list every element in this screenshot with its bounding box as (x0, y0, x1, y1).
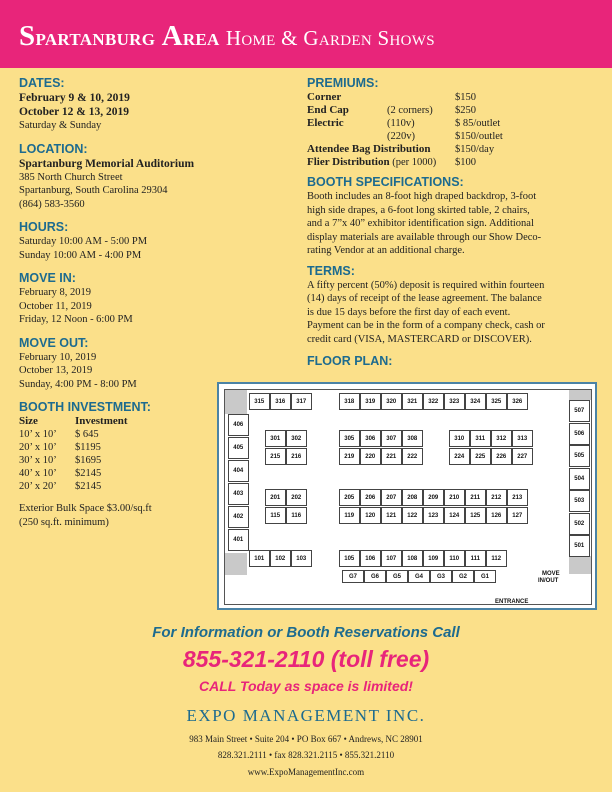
flier-distribution-label: Flier Distribution (307, 156, 390, 168)
booth-403: 403 (228, 483, 249, 505)
flier-distribution-price: $100 (455, 157, 476, 168)
floor-plan (217, 382, 597, 610)
price-cell: $1695 (75, 455, 102, 466)
specs-line-1: Booth includes an 8-foot high draped backdrop, 3-foot (307, 191, 537, 202)
booth-308: 308 (402, 430, 423, 447)
booth-110: 110 (444, 550, 465, 567)
premium-note: (220v) (387, 131, 415, 142)
floor-plan-area (224, 389, 592, 605)
bulk-space-line-2: (250 sq.ft. minimum) (19, 516, 109, 528)
size-cell: 20’ x 10’ (19, 442, 57, 453)
table-row (19, 480, 128, 493)
size-cell: 10’ x 10’ (19, 429, 57, 440)
location-venue: Spartanburg Memorial Auditorium (19, 157, 195, 170)
move-label: IN/OUT (538, 578, 559, 584)
table-row (307, 156, 503, 169)
size-cell: 20’ x 20’ (19, 481, 57, 492)
move-in-line-2: October 11, 2019 (19, 300, 92, 312)
booth-310: 310 (449, 430, 470, 447)
specs-line-2: high side drapes, a 6-foot long skirted table, 2 chairs, (307, 204, 530, 216)
booth-102: 102 (270, 550, 291, 567)
booth-210: 210 (444, 489, 465, 506)
booth-213: 213 (507, 489, 528, 506)
flier-distribution-note: (per 1000) (392, 157, 437, 168)
booth-127: 127 (507, 507, 528, 524)
table-row (307, 130, 503, 143)
booth-402: 402 (228, 506, 249, 528)
terms-line-1: A fifty percent (50%) deposit is required within fourteen (307, 279, 545, 291)
booth-501: 501 (569, 535, 590, 557)
wall-block (569, 556, 591, 574)
booth-224: 224 (449, 448, 470, 465)
table-row (307, 91, 503, 104)
investment-col-size: Size (19, 415, 38, 427)
investment-heading: BOOTH INVESTMENT: (19, 400, 151, 414)
booth-221: 221 (381, 448, 402, 465)
specs-heading: BOOTH SPECIFICATIONS: (307, 175, 464, 189)
company-website: www.ExpoManagementInc.com (247, 767, 365, 777)
booth-307: 307 (381, 430, 402, 447)
hours-sunday: Sunday 10:00 AM - 4:00 PM (19, 249, 142, 261)
booth-201: 201 (265, 489, 286, 506)
call-today-line: CALL Today as space is limited! (199, 678, 413, 694)
move-out-heading: MOVE OUT: (19, 335, 89, 350)
booth-121: 121 (381, 507, 402, 524)
booth-326: 326 (507, 393, 528, 410)
booth-318: 318 (339, 393, 360, 410)
booth-306: 306 (360, 430, 381, 447)
table-row (19, 467, 128, 480)
price-cell: $ 645 (75, 429, 99, 440)
premiums-heading: PREMIUMS: (307, 76, 379, 90)
terms-line-3: is due 15 days before the first day of each event. (307, 306, 511, 318)
premium-price: $250 (455, 105, 476, 116)
booth-G6: G6 (364, 570, 386, 583)
booth-103: 103 (291, 550, 312, 567)
move-out-line-1: February 10, 2019 (19, 351, 97, 363)
dates-heading: DATES: (19, 76, 65, 90)
booth-120: 120 (360, 507, 381, 524)
booth-205: 205 (339, 489, 360, 506)
table-row (307, 117, 503, 130)
booth-301: 301 (265, 430, 286, 447)
booth-211: 211 (465, 489, 486, 506)
premium-price: $150/outlet (455, 131, 503, 142)
booth-506: 506 (569, 423, 590, 445)
bag-distribution-price: $150/day (455, 144, 495, 155)
title-letter-s: S (19, 20, 36, 52)
floor-plan-heading: FLOOR PLAN: (307, 354, 393, 368)
premium-name (307, 130, 387, 143)
booth-112: 112 (486, 550, 507, 567)
terms-line-5: credit card (VISA, MASTERCARD or DISCOVER). (307, 333, 532, 345)
booth-504: 504 (569, 468, 590, 490)
booth-322: 322 (423, 393, 444, 410)
booth-108: 108 (402, 550, 423, 567)
booth-G7: G7 (342, 570, 364, 583)
terms-line-4: Payment can be in the form of a company check, cash or (307, 320, 545, 331)
company-name: EXPO MANAGEMENT INC. (186, 706, 426, 725)
booth-111: 111 (465, 550, 486, 567)
booth-G1: G1 (474, 570, 496, 583)
booth-313: 313 (512, 430, 533, 447)
premiums-table (307, 91, 503, 169)
location-city: Spartanburg, South Carolina 29304 (19, 185, 168, 196)
booth-116: 116 (286, 507, 307, 524)
booth-502: 502 (569, 513, 590, 535)
booth-220: 220 (360, 448, 381, 465)
booth-323: 323 (444, 393, 465, 410)
specs-line-3: and a 7”x 40” exhibitor identification sign. Additional (307, 218, 534, 229)
booth-206: 206 (360, 489, 381, 506)
terms-line-2: (14) days of receipt of the lease agreement. The balance (307, 293, 542, 304)
booth-105: 105 (339, 550, 360, 567)
booth-107: 107 (381, 550, 402, 567)
booth-106: 106 (360, 550, 381, 567)
booth-216: 216 (286, 448, 307, 465)
booth-207: 207 (381, 489, 402, 506)
booth-119: 119 (339, 507, 360, 524)
booth-404: 404 (228, 460, 249, 482)
booth-324: 324 (465, 393, 486, 410)
booth-225: 225 (470, 448, 491, 465)
terms-heading: TERMS: (307, 263, 355, 278)
booth-G4: G4 (408, 570, 430, 583)
specs-line-4: display materials are available through our Show Deco- (307, 231, 542, 243)
booth-401: 401 (228, 529, 249, 551)
booth-123: 123 (423, 507, 444, 524)
bulk-space-line-1: Exterior Bulk Space $3.00/sq.ft (19, 503, 152, 514)
size-cell: 40’ x 10’ (19, 468, 57, 479)
booth-405: 405 (228, 437, 249, 459)
booth-505: 505 (569, 445, 590, 467)
bag-distribution-label: Attendee Bag Distribution (307, 143, 431, 155)
hours-heading: HOURS: (19, 220, 69, 234)
dates-line-2: October 12 & 13, 2019 (19, 106, 129, 118)
booth-321: 321 (402, 393, 423, 410)
booth-311: 311 (470, 430, 491, 447)
title-part-1: partanburg (35, 25, 162, 51)
size-cell: 30’ x 10’ (19, 455, 57, 466)
table-row (307, 104, 503, 117)
booth-208: 208 (402, 489, 423, 506)
booth-312: 312 (491, 430, 512, 447)
location-heading: LOCATION: (19, 141, 88, 156)
move-out-line-3: Sunday, 4:00 PM - 8:00 PM (19, 378, 137, 390)
hours-saturday: Saturday 10:00 AM - 5:00 PM (19, 236, 148, 247)
premium-note (387, 91, 455, 104)
specs-line-5: rating Vendor at an additional charge. (307, 245, 465, 256)
title-subtitle: Home & Garden Shows (225, 26, 435, 50)
company-address: 983 Main Street • Suite 204 • PO Box 667 • Andrews, NC 28901 (189, 734, 423, 744)
price-cell: $2145 (75, 481, 102, 492)
booth-325: 325 (486, 393, 507, 410)
booth-226: 226 (491, 448, 512, 465)
booth-315: 315 (249, 393, 270, 410)
booth-124: 124 (444, 507, 465, 524)
premium-note: (110v) (387, 118, 415, 129)
booth-G2: G2 (452, 570, 474, 583)
booth-115: 115 (265, 507, 286, 524)
title-letter-a: A (161, 20, 183, 52)
booth-317: 317 (291, 393, 312, 410)
booth-219: 219 (339, 448, 360, 465)
company-phones: 828.321.2111 • fax 828.321.2115 • 855.321.2110 (217, 750, 395, 760)
toll-free-phone: 855-321-2110 (toll free) (182, 646, 430, 672)
wall-block (225, 553, 247, 575)
page-title (19, 20, 435, 53)
booth-126: 126 (486, 507, 507, 524)
table-row (19, 428, 128, 441)
booth-212: 212 (486, 489, 507, 506)
table-row (19, 454, 128, 467)
booth-101: 101 (249, 550, 270, 567)
booth-319: 319 (360, 393, 381, 410)
wall-block (569, 390, 591, 400)
dates-line-1: February 9 & 10, 2019 (19, 92, 130, 104)
move-in-line-1: February 8, 2019 (19, 287, 92, 298)
booth-202: 202 (286, 489, 307, 506)
move-in-heading: MOVE IN: (19, 271, 76, 285)
move-out-line-2: October 13, 2019 (19, 365, 93, 376)
right-column (307, 76, 597, 369)
booth-320: 320 (381, 393, 402, 410)
booth-302: 302 (286, 430, 307, 447)
booth-503: 503 (569, 490, 590, 512)
entrance-label: ENTRANCE (495, 599, 529, 605)
booth-316: 316 (270, 393, 291, 410)
left-column (19, 76, 219, 529)
premium-name: Electric (307, 117, 344, 129)
title-part-2: rea (182, 25, 226, 51)
header-banner (0, 0, 612, 68)
booth-G5: G5 (386, 570, 408, 583)
booth-122: 122 (402, 507, 423, 524)
price-cell: $2145 (75, 468, 102, 479)
price-cell: $1195 (75, 442, 101, 453)
location-phone: (864) 583-3560 (19, 198, 85, 210)
investment-table (19, 415, 128, 493)
table-row (19, 441, 128, 454)
booth-109: 109 (423, 550, 444, 567)
booth-125: 125 (465, 507, 486, 524)
table-row (307, 143, 503, 156)
investment-col-price: Investment (75, 415, 128, 427)
booth-227: 227 (512, 448, 533, 465)
booth-215: 215 (265, 448, 286, 465)
booth-222: 222 (402, 448, 423, 465)
location-street: 385 North Church Street (19, 171, 123, 183)
booth-209: 209 (423, 489, 444, 506)
info-line: For Information or Booth Reservations Call (152, 624, 460, 641)
booth-406: 406 (228, 414, 249, 436)
move-in-line-3: Friday, 12 Noon - 6:00 PM (19, 314, 133, 325)
booth-507: 507 (569, 400, 590, 422)
premium-name: End Cap (307, 104, 349, 116)
move-label: MOVE (542, 571, 560, 577)
premium-price: $ 85/outlet (455, 118, 501, 129)
premium-note: (2 corners) (387, 105, 433, 116)
wall-block (225, 390, 247, 414)
booth-G3: G3 (430, 570, 452, 583)
booth-305: 305 (339, 430, 360, 447)
dates-line-3: Saturday & Sunday (19, 120, 102, 131)
premium-price: $150 (455, 92, 476, 103)
premium-name: Corner (307, 91, 342, 103)
